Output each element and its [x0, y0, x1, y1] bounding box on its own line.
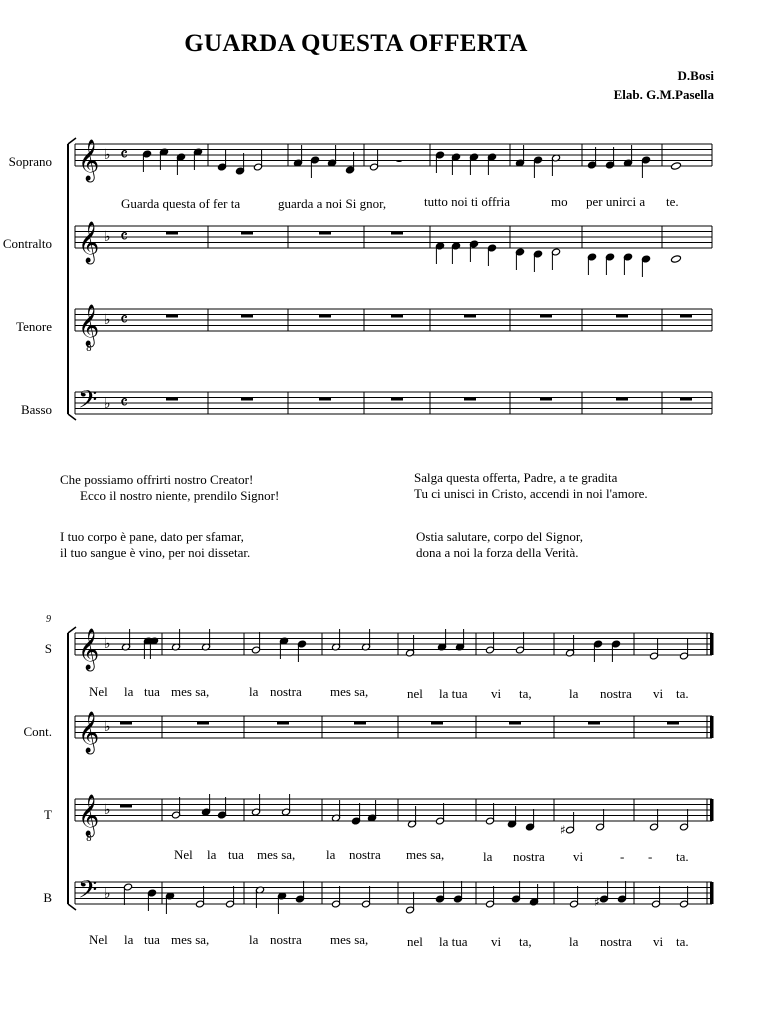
verse-left-1-line-2: Ecco il nostro niente, prendilo Signor! — [80, 488, 280, 503]
lyric-syllable: ta. — [676, 849, 689, 864]
lyric-syllable: tua — [228, 847, 244, 862]
half-rest: 𝄼 — [396, 153, 403, 172]
lyric-syllable: per unirci a — [586, 194, 646, 209]
flat-key-signature: ♭ — [104, 802, 111, 818]
verse-right-1-line-2: Tu ci unisci in Cristo, accendi in noi l'amore. — [414, 486, 648, 501]
lyric-syllable: nostra — [600, 686, 632, 701]
lyric-syllable: nostra — [270, 684, 302, 699]
common-time-icon: 𝄴 — [120, 144, 129, 166]
instrument-label-soprano: Soprano — [8, 154, 52, 169]
lyric-syllable: la — [326, 847, 336, 862]
lyric-syllable: te. — [666, 194, 679, 209]
flat-key-signature: ♭ — [104, 886, 111, 902]
treble-clef-icon: 𝄞 — [78, 140, 100, 181]
treble-clef-icon: 𝄞 — [78, 795, 100, 836]
lyric-syllable: la — [249, 932, 259, 947]
arranger-credit: Elab. G.M.Pasella — [613, 87, 714, 102]
lyric-syllable: mes sa, — [171, 932, 210, 947]
lyric-syllable: Nel — [89, 932, 108, 947]
lyric-syllable: la — [124, 932, 134, 947]
flat-key-signature: ♭ — [104, 312, 111, 328]
lyric-syllable: Nel — [174, 847, 193, 862]
verse-right-2-line-1: Ostia salutare, corpo del Signor, — [416, 529, 583, 544]
flat-key-signature: ♭ — [104, 396, 111, 412]
lyric-syllable: nostra — [513, 849, 545, 864]
lyric-syllable: nostra — [270, 932, 302, 947]
instrument-label-basso: Basso — [20, 402, 52, 417]
lyric-syllable: mes sa, — [257, 847, 296, 862]
page-title: GUARDA QUESTA OFFERTA — [184, 30, 528, 57]
bracket-hook — [68, 904, 76, 910]
lyric-syllable: ta, — [519, 934, 532, 949]
lyric-syllable: mes sa, — [330, 932, 369, 947]
flat-key-signature: ♭ — [104, 229, 111, 245]
lyric-syllable: la — [249, 684, 259, 699]
treble-clef-icon: 𝄞 — [78, 712, 100, 753]
final-barline-thick — [710, 716, 714, 738]
lyric-syllable: mes sa, — [171, 684, 210, 699]
lyric-syllable: vi — [491, 686, 502, 701]
lyric-syllable: Nel — [89, 684, 108, 699]
lyric-syllable: ta, — [519, 686, 532, 701]
lyric-syllable: mes sa, — [330, 684, 369, 699]
bracket-hook — [68, 138, 76, 144]
lyric-syllable: la — [124, 684, 134, 699]
sharp-accidental: ♯ — [560, 823, 566, 837]
lyric-syllable: la — [569, 934, 579, 949]
bracket-hook — [68, 414, 76, 420]
lyric-syllable: nel — [407, 686, 423, 701]
lyric-syllable: ta. — [676, 934, 689, 949]
treble-clef-icon: 𝄞 — [78, 305, 100, 346]
sharp-accidental: ♯ — [594, 895, 600, 909]
lyric-syllable: - — [620, 849, 625, 864]
common-time-icon: 𝄴 — [120, 226, 129, 248]
instrument-label-t: T — [44, 807, 52, 822]
verse-left-2-line-2: il tuo sangue è vino, per noi dissetar. — [60, 545, 251, 560]
instrument-label-tenore: Tenore — [16, 319, 52, 334]
lyric-syllable: vi — [653, 934, 664, 949]
octave-marker: 8 — [86, 834, 92, 844]
verse-left-2-line-1: I tuo corpo è pane, dato per sfamar, — [60, 529, 244, 544]
lyric-syllable: guarda a noi Si gnor, — [278, 196, 387, 211]
lyric-syllable: mes sa, — [406, 847, 445, 862]
final-barline-thick — [710, 633, 714, 655]
bass-clef-icon: 𝄢 — [78, 875, 98, 911]
lyric-syllable: la — [483, 849, 493, 864]
lyric-syllable: Guarda questa of fer ta — [121, 196, 241, 211]
treble-clef-icon: 𝄞 — [78, 629, 100, 670]
lyric-syllable: tua — [144, 932, 160, 947]
lyric-syllable: la — [569, 686, 579, 701]
common-time-icon: 𝄴 — [120, 309, 129, 331]
common-time-icon: 𝄴 — [120, 392, 129, 414]
lyric-syllable: la tua — [439, 934, 468, 949]
verse-right-2-line-2: dona a noi la forza della Verità. — [416, 545, 579, 560]
lyric-syllable: la tua — [439, 686, 468, 701]
flat-key-signature: ♭ — [104, 636, 111, 652]
measure-number: 9 — [46, 614, 51, 625]
lyric-syllable: nostra — [349, 847, 381, 862]
octave-marker: 8 — [86, 344, 92, 354]
treble-clef-icon: 𝄞 — [78, 222, 100, 263]
note-head — [671, 162, 682, 171]
instrument-label-s: S — [44, 641, 52, 656]
lyric-syllable: la — [207, 847, 217, 862]
note-head — [671, 255, 682, 264]
lyric-syllable: nostra — [600, 934, 632, 949]
flat-key-signature: ♭ — [104, 147, 111, 163]
bracket-hook — [68, 627, 76, 633]
verse-left-1-line-1: Che possiamo offrirti nostro Creator! — [60, 472, 254, 487]
lyric-syllable: ta. — [676, 686, 689, 701]
flat-key-signature: ♭ — [104, 719, 111, 735]
lyric-syllable: - — [648, 849, 653, 864]
verse-right-1-line-1: Salga questa offerta, Padre, a te gradita — [414, 470, 618, 485]
final-barline-thick — [710, 799, 714, 821]
bass-clef-icon: 𝄢 — [78, 385, 98, 421]
instrument-label-b: B — [43, 890, 52, 905]
lyric-syllable: tutto noi ti offria — [424, 194, 511, 209]
lyric-syllable: nel — [407, 934, 423, 949]
instrument-label-contralto: Contralto — [2, 236, 52, 251]
instrument-label-cont: Cont. — [23, 724, 52, 739]
lyric-syllable: vi — [573, 849, 584, 864]
lyric-syllable: mo — [551, 194, 568, 209]
lyric-syllable: tua — [144, 684, 160, 699]
final-barline-thick — [710, 882, 714, 904]
composer-credit: D.Bosi — [677, 68, 714, 83]
lyric-syllable: vi — [653, 686, 664, 701]
lyric-syllable: vi — [491, 934, 502, 949]
